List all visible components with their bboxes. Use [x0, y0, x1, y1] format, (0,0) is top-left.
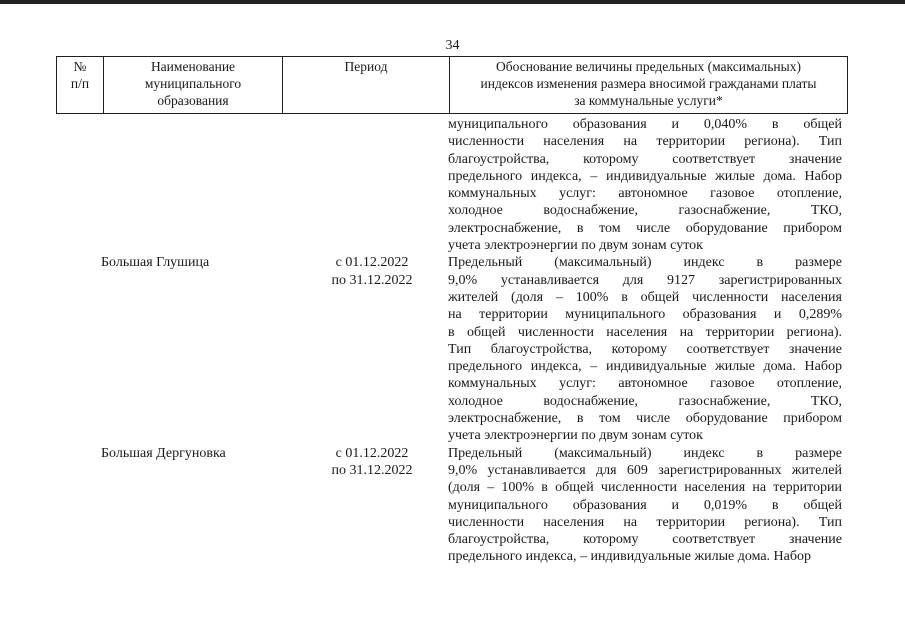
basis-text-line: Предельный (максимальный) индекс в размере [448, 255, 842, 271]
page-top-edge [0, 0, 905, 4]
page-number: 34 [445, 38, 460, 53]
period-text: с 01.12.2022 по 31.12.2022 [331, 445, 413, 479]
table-header [56, 56, 848, 114]
header-basis-column: Обоснование величины предельных (максимальных) индексов изменения размера вносимой гражданами платы за коммунальные услуги* [480, 59, 817, 108]
period-text: с 01.12.2022 по 31.12.2022 [331, 255, 413, 288]
basis-text-line: муниципального образования и 0,019% в общей [448, 497, 842, 513]
basis-text-line: жителей (доля – 100% в общей численности населения [448, 289, 842, 305]
basis-text-line: предельного индекса, – индивидуальные жилые дома. Набор [448, 359, 842, 375]
basis-text-line: численности населения на территории региона). Тип [448, 514, 842, 530]
basis-text-line: коммунальных услуг: автономное газовое отопление, [448, 376, 842, 392]
basis-text-line: численности населения на территории региона). Тип [448, 134, 842, 150]
header-municipality-column: Наименование муниципального образования [144, 59, 242, 108]
basis-text [448, 445, 842, 566]
basis-text-line: учета электроэнергии по двум зонам суток [448, 238, 703, 254]
basis-text-line: предельного индекса, – индивидуальные жилые дома. Набор [448, 168, 842, 184]
basis-text-line: электроснабжение, в том числе оборудование прибором [448, 220, 842, 236]
municipality-name: Большая Дергуновка [101, 445, 226, 461]
table-row [56, 445, 848, 566]
table-row [56, 254, 848, 444]
municipality-name: Большая Глушица [101, 255, 210, 271]
basis-text-line: Тип благоустройства, которому соответствует значение [448, 341, 842, 357]
basis-text-line: в общей численности населения на территории региона). [448, 324, 842, 340]
basis-text-line: холодное водоснабжение, газоснабжение, ТКО, [448, 393, 842, 409]
header-number-column: № п/п [70, 59, 90, 91]
basis-text-line: благоустройства, которому соответствует значение [448, 151, 842, 167]
header-period-column: Период [344, 59, 388, 74]
basis-text-line: 9,0% устанавливается для 609 зарегистрированных жителей [448, 462, 842, 478]
basis-text-line: электроснабжение, в том числе оборудование прибором [448, 411, 842, 427]
basis-text-line: на территории муниципального образования и 0,289% [448, 307, 842, 323]
basis-text-line: коммунальных услуг: автономное газовое отопление, [448, 186, 842, 202]
basis-text [448, 116, 842, 254]
basis-text-line: 9,0% устанавливается для 9127 зарегистрированных [448, 272, 842, 288]
basis-text-line: муниципального образования и 0,040% в общей [448, 117, 842, 132]
table-row-continuation [56, 116, 848, 254]
basis-text-line: учета электроэнергии по двум зонам суток [448, 428, 703, 444]
basis-text [448, 254, 842, 444]
basis-text-line: Предельный (максимальный) индекс в размере [448, 445, 842, 461]
basis-text-line: (доля – 100% в общей численности населения на территории [448, 480, 842, 496]
basis-text-line: холодное водоснабжение, газоснабжение, ТКО, [448, 203, 842, 219]
basis-text-line: благоустройства, которому соответствует значение [448, 532, 842, 548]
table-body [56, 116, 848, 566]
basis-text-line: предельного индекса, – индивидуальные жилые дома. Набор [448, 549, 812, 565]
